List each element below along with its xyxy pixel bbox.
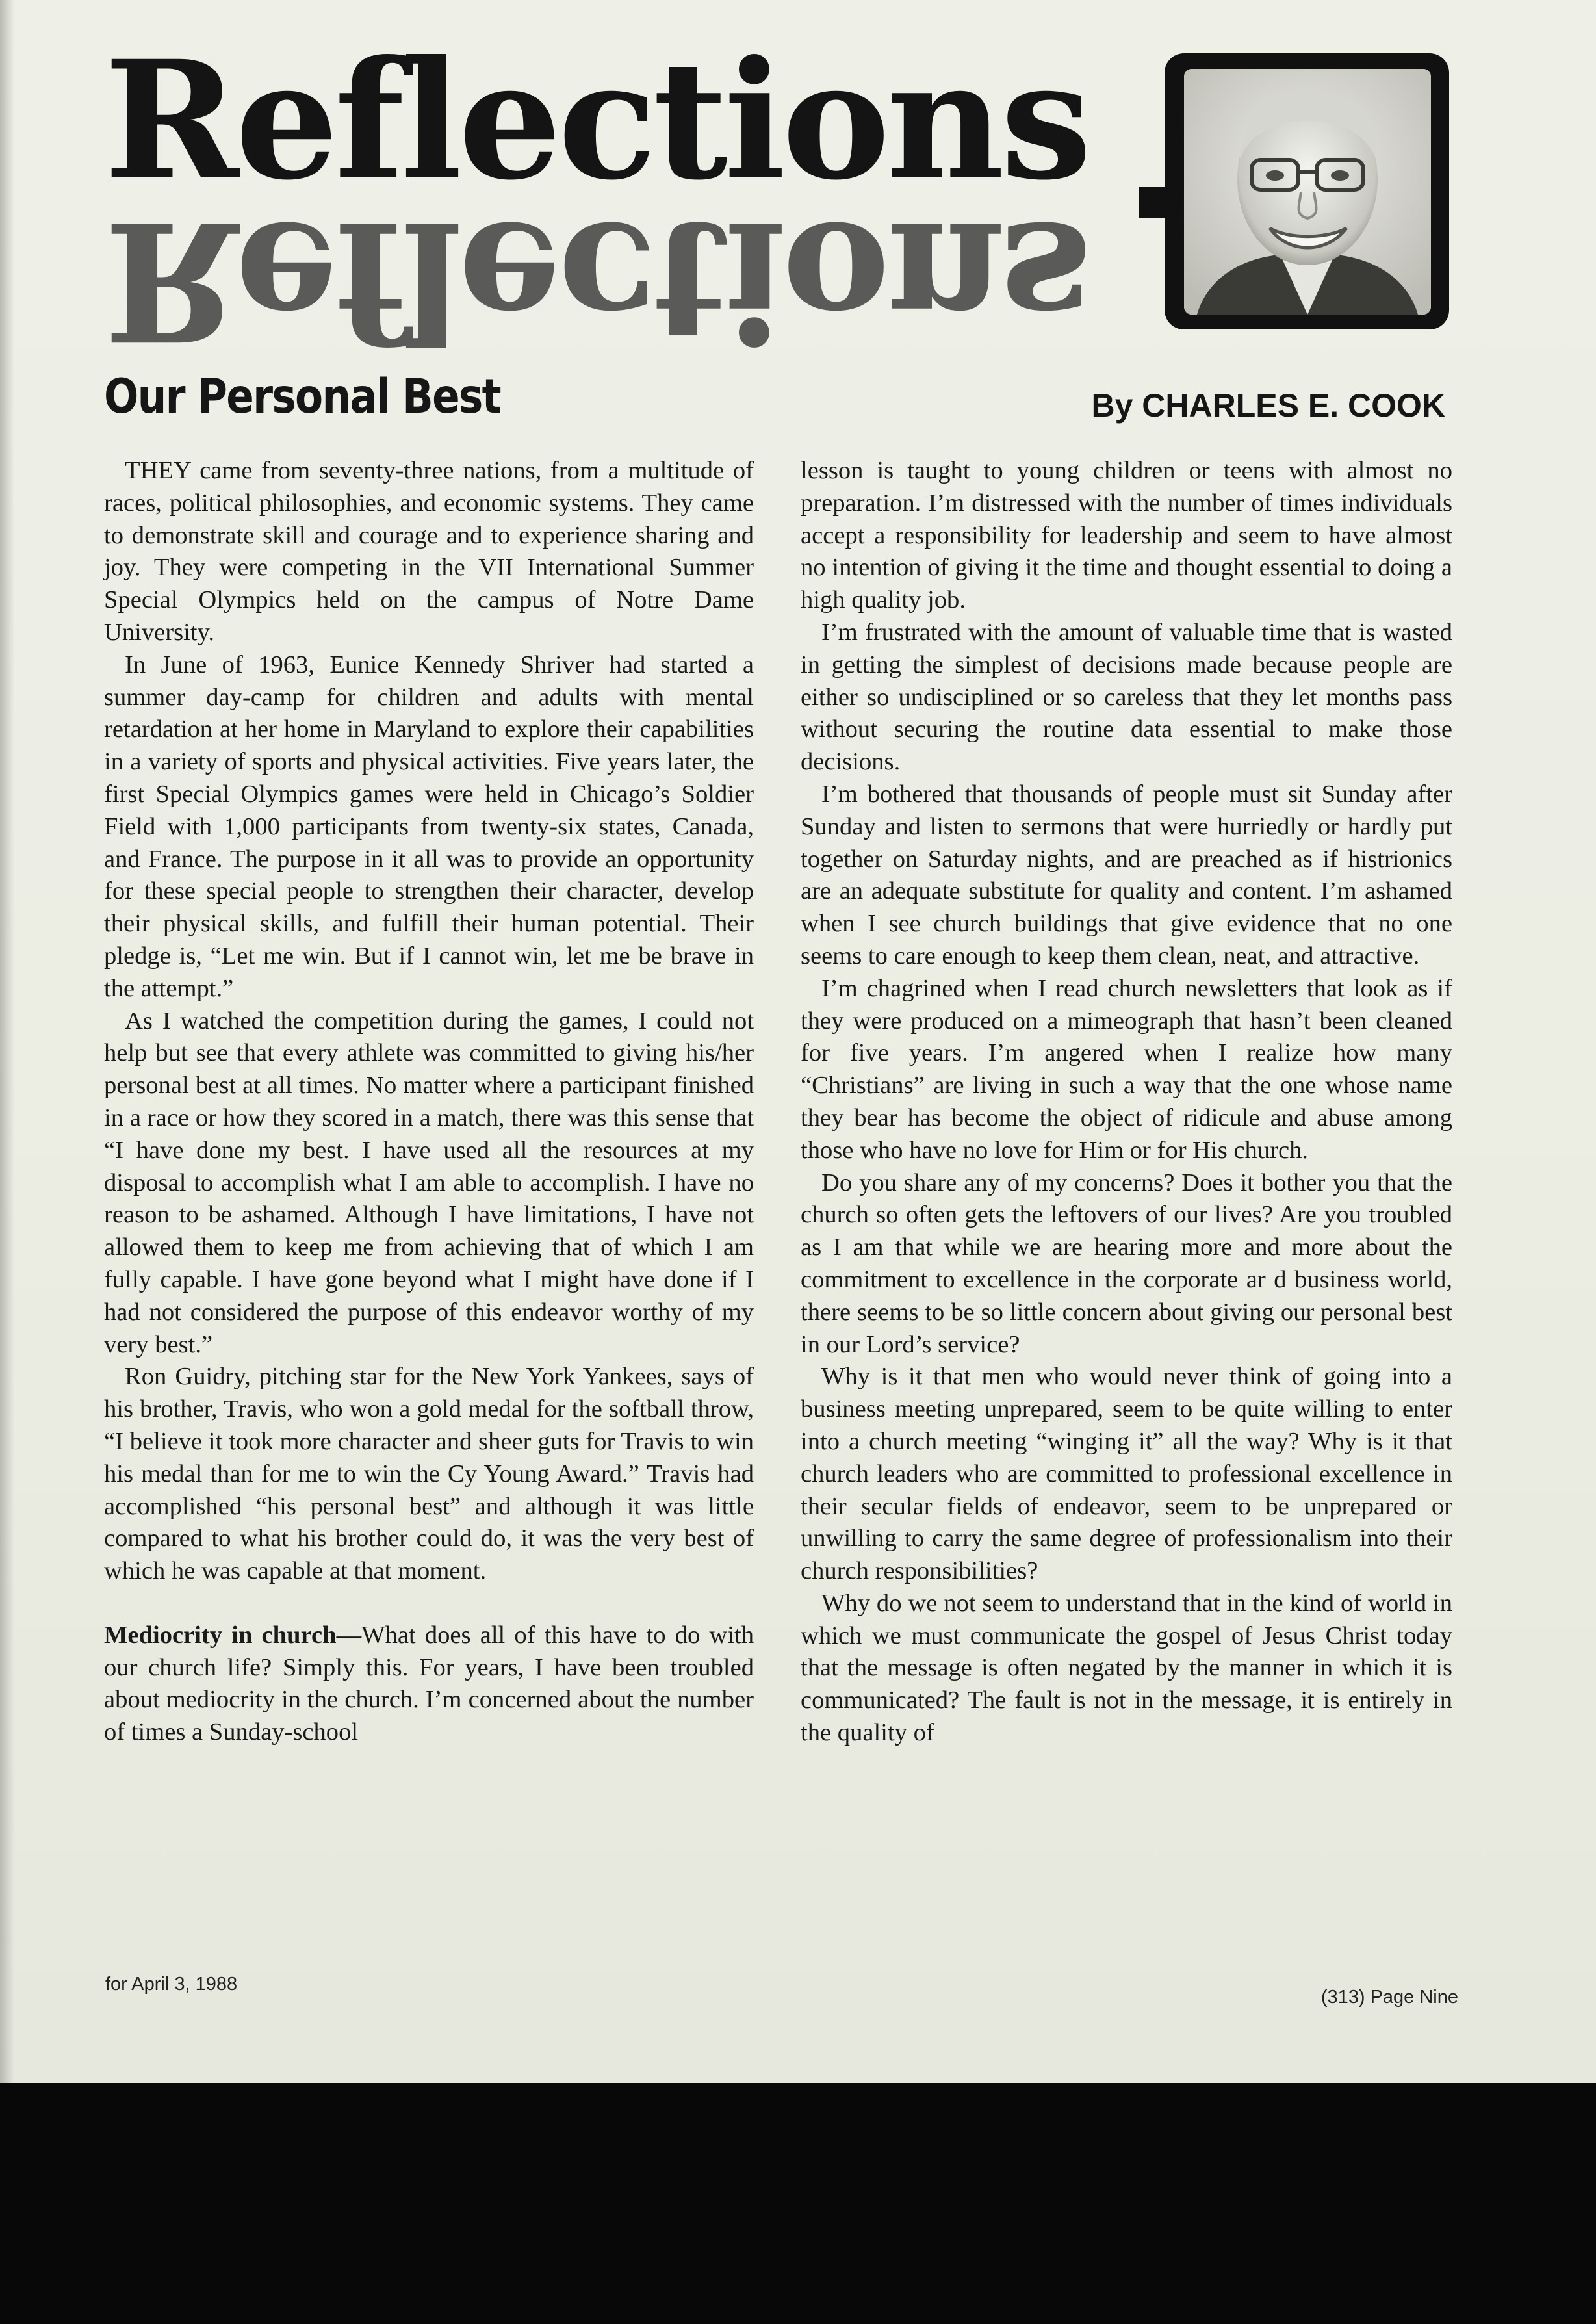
scan-background — [0, 2083, 1596, 2324]
paragraph: Why do we not seem to understand that in the kind of world in which we must communicate the gospel of Jesus Christ today that the message is often negated by the manner in which it is communicated? The fault is not in the message, it is entirely in the quality of — [801, 1589, 1452, 1747]
subhead: Mediocrity in church — [104, 1621, 337, 1649]
subhead-text: —What does all of this have to do with our church life? Simply this. For years, I have been troubled about mediocrity in the church. I’m concerned about the number of times a Sunday-school — [104, 1621, 754, 1746]
left-column — [104, 455, 754, 1749]
article-title: Our Personal Best — [104, 369, 500, 424]
footer-page-number: (313) Page Nine — [1320, 1987, 1458, 2008]
masthead — [104, 25, 1137, 377]
masthead-reflection: Reflections — [104, 186, 1088, 377]
paragraph: THEY came from seventy-three nations, from a multitude of races, political philosophies, and economic systems. They came to demonstrate skill and courage and to experience sharing and joy. They were competing in the VII International Summer Special Olympics held on the campus of Notre Dame University. — [104, 457, 754, 646]
subhead-paragraph — [104, 1620, 754, 1749]
author-portrait-icon — [1184, 69, 1431, 315]
paragraph: I’m frustrated with the amount of valuable time that is wasted in getting the simplest of decisions made because people are either so undisciplined or so careless that they let months pass without securing the routine data essential to make those decisions. — [801, 618, 1452, 776]
masthead-title: Reflections — [104, 25, 1088, 216]
paragraph: lesson is taught to young children or teens with almost no preparation. I’m distressed with the number of times individuals accept a responsibility for leadership and seem to have almost no intention of giving it the time and thought essential to doing a high quality job. — [801, 457, 1452, 614]
paragraph: In June of 1963, Eunice Kennedy Shriver had started a summer day-camp for children and adults with mental retardation at her home in Maryland to explore their capabilities in a variety of sports and physical activities. Five years later, the first Special Olympics games were held in Chicago’s Soldier Field with 1,000 participants from twenty-six states, Canada, and France. The purpose in it all was to provide an opportunity for these special people to strengthen their character, develop their physical skills, and fulfill their human potential. Their pledge is, “Let me win. But if I cannot win, let me be brave in the attempt.” — [104, 651, 754, 1002]
byline: By CHARLES E. COOK — [1091, 387, 1445, 424]
paragraph: Ron Guidry, pitching star for the New York Yankees, says of his brother, Travis, who won a gold medal for the softball throw, “I believe it took more character and sheer guts for Travis to win his medal than for me to win the Cy Young Award.” Travis had accomplished “his personal best” and although it was little compared to what his brother could do, it was the very best of which he was capable at that moment. — [104, 1363, 754, 1585]
paragraph: I’m bothered that thousands of people must sit Sunday after Sunday and listen to sermons that were hurriedly or hardly put together on Saturday nights, and are preached as if histrionics are an adequate substitute for quality and content. I’m ashamed when I see church buildings that give evidence that no one seems to care enough to keep them clean, neat, and attractive. — [801, 780, 1452, 970]
paragraph: I’m chagrined when I read church newsletters that look as if they were produced on a mimeograph that hasn’t been cleaned for five years. I’m angered when I realize how many “Christians” are living in such a way that the one whose name they bear has become the object of ridicule and abuse among those who have no love for Him or for His church. — [801, 974, 1452, 1164]
paragraph: As I watched the competition during the games, I could not help but see that every athlete was committed to giving his/her personal best at all times. No matter where a participant finished in a race or how they scored in a match, there was this sense that “I have done my best. I have used all the resources at my disposal to accomplish what I am able to accomplish. I have no reason to be ashamed. Although I have limitations, I have not allowed them to keep me from achieving that of which I am fully capable. I have gone beyond what I might have done if I had not considered the purpose of this endeavor worthy of my very best.” — [104, 1007, 754, 1358]
footer-date: for April 3, 1988 — [105, 1974, 238, 1995]
right-column — [801, 455, 1452, 1749]
paragraph: Do you share any of my concerns? Does it bother you that the church so often gets the leftovers of our lives? Are you troubled as I am that while we are hearing more and more about the commitment to excellence in the corporate ar d business world, there seems to be so little concern about giving our personal best in our Lord’s service? — [801, 1168, 1452, 1358]
paragraph: Why is it that men who would never think of going into a business meeting unprepared, seem to be quite willing to enter into a church meeting “winging it” all the way? Why is it that church leaders who are committed to professional excellence in their secular fields of endeavor, seem to be unprepared or unwilling to carry the same degree of professionalism into their church responsibilities? — [801, 1363, 1452, 1585]
